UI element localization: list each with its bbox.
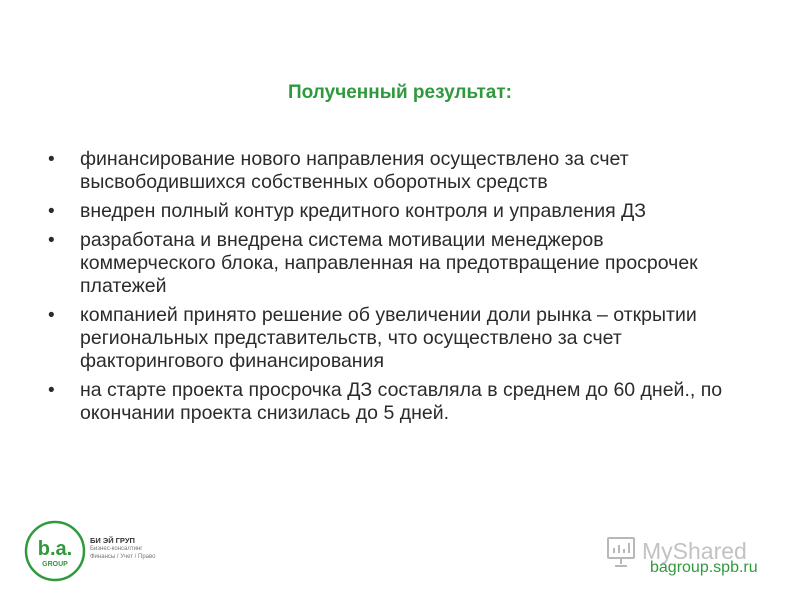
presentation-icon xyxy=(608,538,634,566)
company-name: БИ ЭЙ ГРУП xyxy=(90,536,135,545)
bullet-item: • разработана и внедрена система мотивации менеджеров коммерческого блока, направленная на предотвращение просрочек платежей xyxy=(46,229,736,298)
slide-title: Полученный результат: xyxy=(288,82,512,103)
bullet-list xyxy=(46,148,736,431)
bullet-item: • внедрен полный контур кредитного контроля и управления ДЗ xyxy=(46,200,736,223)
company-tagline-1: Бизнес-консалтинг xyxy=(90,546,143,552)
company-tagline-2: Финансы / Учет / Право xyxy=(90,554,156,560)
logo-group-label: GROUP xyxy=(42,561,68,568)
website-link[interactable]: bagroup.spb.ru xyxy=(650,559,758,576)
bullet-item: • на старте проекта просрочка ДЗ составляла в среднем до 60 дней., по окончании проекта снизилась до 5 дней. xyxy=(46,379,736,425)
logo-mark: b.a. xyxy=(37,538,73,560)
watermark-text: MyShared xyxy=(642,538,747,564)
company-info xyxy=(90,537,155,561)
bullet-item: • финансирование нового направления осуществлено за счет высвободившихся собственных оборотных средств xyxy=(46,148,736,194)
company-logo xyxy=(24,520,86,582)
bullet-item: • компанией принято решение об увеличении доли рынка – открытии региональных представительств, что осуществлено за счет факторингового финансирования xyxy=(46,304,736,373)
